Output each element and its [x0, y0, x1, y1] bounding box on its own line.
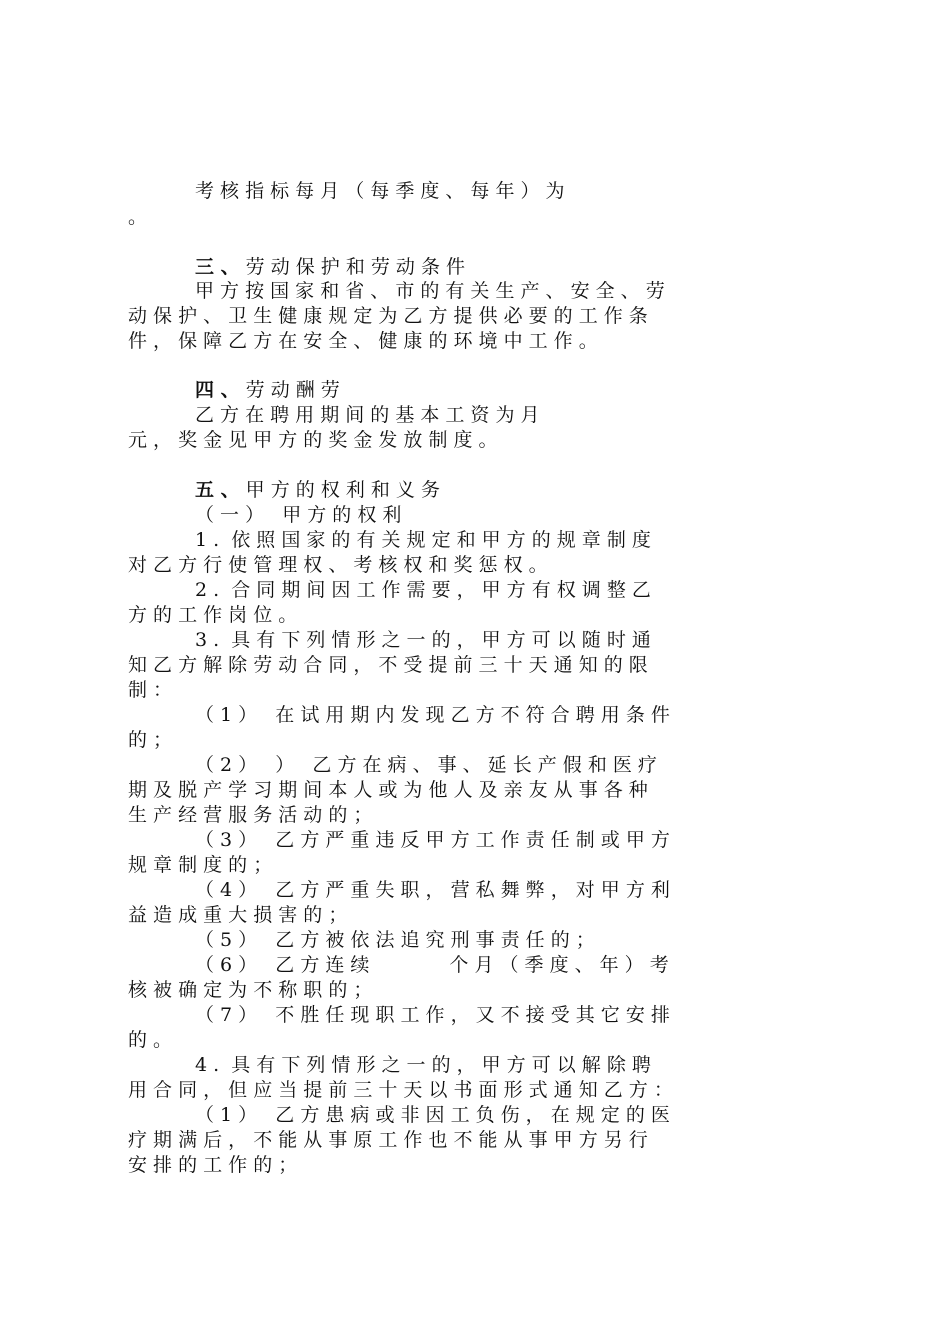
text-segment: （ 5 ） 乙 方 被 依 法 追 究 刑 事 责 任 的 ； — [195, 929, 595, 951]
text-line — [0, 678, 950, 702]
text-line — [0, 428, 950, 452]
section-title: 劳 动 酬 劳 — [239, 379, 340, 401]
text-segment: 个 月 （ 季 度 、 年 ） 考 — [449, 954, 669, 976]
section-number: 四 、 — [195, 379, 240, 401]
text-line — [0, 753, 950, 777]
text-line — [0, 1003, 950, 1027]
text-line — [0, 653, 950, 677]
section-title: 甲 方 的 权 利 和 义 务 — [239, 479, 440, 501]
text-segment: （ 3 ） 乙 方 严 重 违 反 甲 方 工 作 责 任 制 或 甲 方 — [195, 829, 670, 851]
text-segment: 用 合 同 ， 但 应 当 提 前 三 十 天 以 书 面 形 式 通 知 乙 方 ： — [128, 1079, 673, 1101]
text-line — [0, 1103, 950, 1127]
text-line — [0, 728, 950, 752]
text-line — [0, 329, 950, 353]
text-line — [0, 878, 950, 902]
text-line — [0, 603, 950, 627]
text-line — [0, 1153, 950, 1177]
text-line — [0, 304, 950, 328]
text-segment: 方 的 工 作 岗 位 。 — [128, 604, 298, 626]
section-title: 劳 动 保 护 和 劳 动 条 件 — [239, 256, 465, 278]
text-segment: 生 产 经 营 服 务 活 动 的 ； — [128, 804, 373, 826]
text-segment: 甲 方 按 国 家 和 省 、 市 的 有 关 生 产 、 安 全 、 劳 — [195, 280, 665, 302]
text-segment: （ 7 ） 不 胜 任 现 职 工 作 ， 又 不 接 受 其 它 安 排 — [195, 1004, 670, 1026]
text-segment: （ 4 ） 乙 方 严 重 失 职 ， 营 私 舞 弊 ， 对 甲 方 利 — [195, 879, 670, 901]
text-segment: （ 一 ） 甲 方 的 权 利 — [195, 504, 402, 526]
text-segment: 。 — [128, 206, 148, 228]
text-segment: 益 造 成 重 大 损 害 的 ； — [128, 904, 348, 926]
text-line — [0, 928, 950, 952]
text-segment: （ 6 ） 乙 方 连 续 — [195, 954, 370, 976]
text-segment: 疗 期 满 后 ， 不 能 从 事 原 工 作 也 不 能 从 事 甲 方 另 行 — [128, 1129, 648, 1151]
section-heading — [0, 255, 950, 279]
text-line — [0, 279, 950, 303]
text-segment: 3 . 具 有 下 列 情 形 之 一 的 ， 甲 方 可 以 随 时 通 — [195, 629, 651, 651]
section-heading — [0, 478, 950, 502]
text-line — [0, 1053, 950, 1077]
text-line — [0, 903, 950, 927]
text-segment: （ 1 ） 乙 方 患 病 或 非 因 工 负 伤 ， 在 规 定 的 医 — [195, 1104, 670, 1126]
text-segment: 核 被 确 定 为 不 称 职 的 ； — [128, 979, 373, 1001]
text-line — [0, 553, 950, 577]
text-line — [0, 1128, 950, 1152]
text-segment: 动 保 护 、 卫 生 健 康 规 定 为 乙 方 提 供 必 要 的 工 作 条 — [128, 305, 648, 327]
text-segment: （ 2 ） ） 乙 方 在 病 、 事 、 延 长 产 假 和 医 疗 — [195, 754, 657, 776]
text-segment: 乙 方 在 聘 用 期 间 的 基 本 工 资 为 月 — [195, 404, 540, 426]
text-segment: 考 核 指 标 每 月 （ 每 季 度 、 每 年 ） 为 — [195, 180, 565, 202]
text-line — [0, 578, 950, 602]
text-line — [0, 179, 950, 203]
text-segment: 知 乙 方 解 除 劳 动 合 同 ， 不 受 提 前 三 十 天 通 知 的 限 — [128, 654, 648, 676]
text-line — [0, 528, 950, 552]
text-segment: 对 乙 方 行 使 管 理 权 、 考 核 权 和 奖 惩 权 。 — [128, 554, 548, 576]
text-segment: 的 ； — [128, 729, 173, 751]
text-line — [0, 205, 950, 229]
text-line — [0, 1078, 950, 1102]
text-line — [0, 953, 950, 977]
section-number: 三 、 — [195, 256, 240, 278]
text-line — [0, 703, 950, 727]
text-segment: 安 排 的 工 作 的 ； — [128, 1154, 298, 1176]
text-segment: 4 . 具 有 下 列 情 形 之 一 的 ， 甲 方 可 以 解 除 聘 — [195, 1054, 651, 1076]
text-line — [0, 628, 950, 652]
text-segment: 件 ， 保 障 乙 方 在 安 全 、 健 康 的 环 境 中 工 作 。 — [128, 330, 598, 352]
text-segment: 规 章 制 度 的 ； — [128, 854, 273, 876]
text-segment: 的 。 — [128, 1029, 173, 1051]
text-line — [0, 1028, 950, 1052]
section-number: 五 、 — [195, 479, 240, 501]
text-segment: （ 1 ） 在 试 用 期 内 发 现 乙 方 不 符 合 聘 用 条 件 — [195, 704, 670, 726]
text-line — [0, 828, 950, 852]
text-segment: 期 及 脱 产 学 习 期 间 本 人 或 为 他 人 及 亲 友 从 事 各 种 — [128, 779, 648, 801]
text-line — [0, 803, 950, 827]
text-line — [0, 978, 950, 1002]
text-segment: 1 . 依 照 国 家 的 有 关 规 定 和 甲 方 的 规 章 制 度 — [195, 529, 651, 551]
text-line — [0, 503, 950, 527]
text-segment: 元 ， 奖 金 见 甲 方 的 奖 金 发 放 制 度 。 — [128, 429, 498, 451]
text-line — [0, 853, 950, 877]
text-segment: 制 ： — [128, 679, 173, 701]
text-line — [0, 403, 950, 427]
text-line — [0, 778, 950, 802]
text-segment: 2 . 合 同 期 间 因 工 作 需 要 ， 甲 方 有 权 调 整 乙 — [195, 579, 651, 601]
section-heading — [0, 378, 950, 402]
